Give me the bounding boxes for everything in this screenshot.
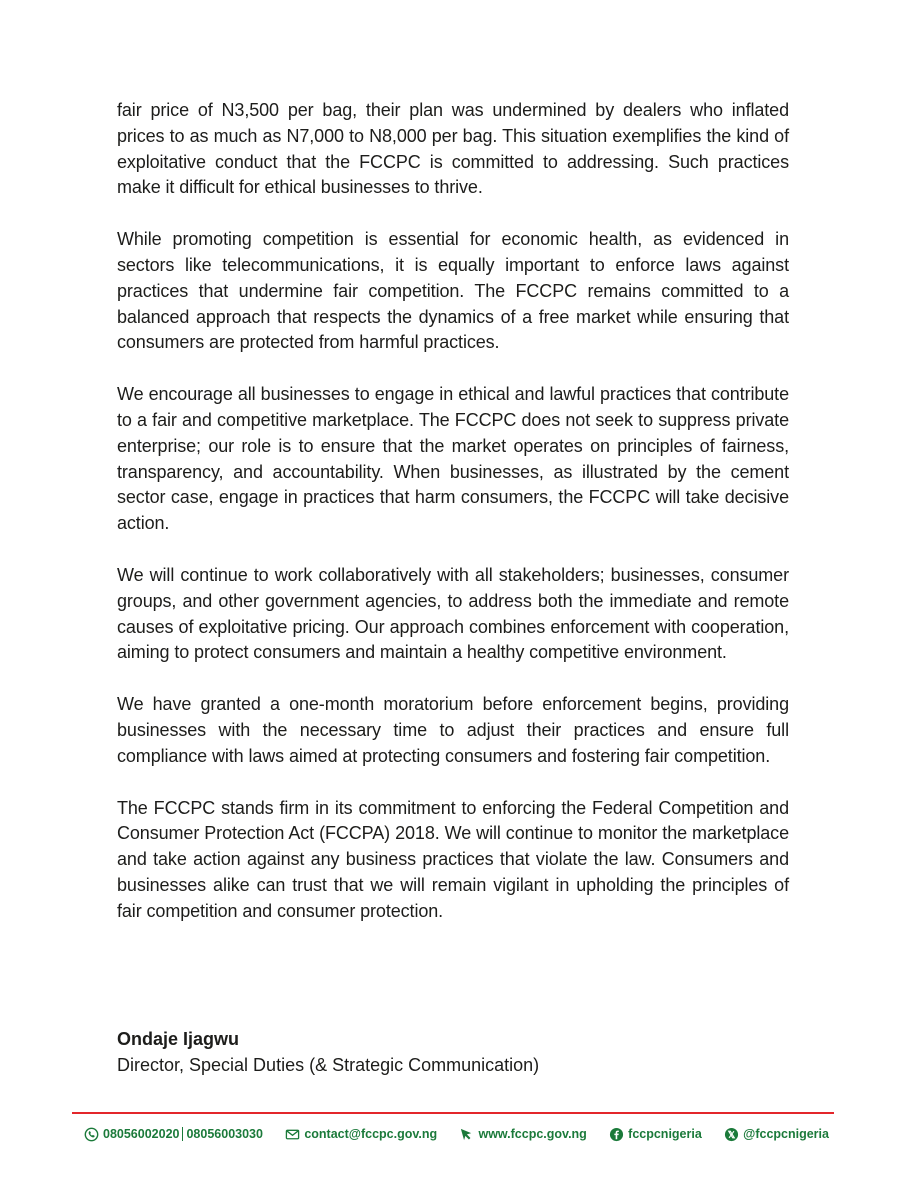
footer-divider — [72, 1112, 834, 1114]
signatory-name: Ondaje Ijagwu — [117, 1029, 240, 1049]
contact-footer — [84, 1124, 829, 1144]
body-paragraph-2: While promoting competition is essential for economic health, as evidenced in sectors like telecommunications, it is equally important to enforce laws against practices that undermine fair competition. The FCCPC remains committed to a balanced approach that respects the dynamics of a free market while ensuring that consumers are protected from harmful practices. — [117, 229, 789, 353]
phone-icon — [84, 1127, 99, 1142]
signatory-title: Director, Special Duties (& Strategic Communication) — [117, 1055, 540, 1075]
phone-link-1[interactable]: 08056002020 — [103, 1127, 180, 1141]
footer-x — [724, 1127, 829, 1142]
email-link[interactable]: contact@fccpc.gov.ng — [304, 1127, 438, 1141]
phone-link-2[interactable]: 08056003030 — [186, 1127, 263, 1141]
body-paragraph-1: fair price of N3,500 per bag, their plan was undermined by dealers who inflated prices to as much as N7,000 to N8,000 per bag. This situation exemplifies the kind of exploitative conduct that the FCCPC is committed to addressing. Such practices make it difficult for ethical businesses to thrive. — [117, 100, 789, 198]
facebook-icon — [609, 1127, 624, 1142]
mail-icon — [285, 1127, 300, 1142]
body-paragraph-6: The FCCPC stands firm in its commitment to enforcing the Federal Competition and Consumer Protection Act (FCCPA) 2018. We will continue to monitor the marketplace and take action against any business practices that violate the law. Consumers and businesses alike can trust that we will remain vigilant in upholding the principles of fair competition and consumer protection. — [117, 797, 789, 921]
x-link[interactable]: @fccpcnigeria — [743, 1127, 829, 1141]
website-link[interactable]: www.fccpc.gov.ng — [478, 1127, 587, 1141]
cursor-icon — [459, 1127, 474, 1142]
x-icon — [724, 1127, 739, 1142]
body-paragraph-5: We have granted a one-month moratorium before enforcement begins, providing businesses with the necessary time to adjust their practices and ensure full compliance with laws aimed at protecting consumers and fostering fair competition. — [117, 694, 789, 766]
signature-block — [117, 1026, 789, 1078]
body-paragraph-3: We encourage all businesses to engage in ethical and lawful practices that contribute to a fair and competitive marketplace. The FCCPC does not seek to suppress private enterprise; our role is to ensure that the market operates on principles of fairness, transparency, and accountability. When businesses, as illustrated by the cement sector case, engage in practices that harm consumers, the FCCPC will take decisive action. — [117, 384, 789, 534]
phone-separator — [182, 1127, 183, 1141]
facebook-link[interactable]: fccpcnigeria — [628, 1127, 702, 1141]
footer-facebook — [609, 1127, 702, 1142]
footer-website — [459, 1127, 586, 1142]
footer-phones — [84, 1127, 263, 1142]
footer-email — [285, 1127, 437, 1142]
letter-body — [117, 98, 789, 951]
body-paragraph-4: We will continue to work collaboratively with all stakeholders; businesses, consumer groups, and other government agencies, to address both the immediate and remote causes of exploitative pricing. Our approach combines enforcement with cooperation, aiming to protect consumers and maintain a healthy competitive environment. — [117, 564, 789, 663]
